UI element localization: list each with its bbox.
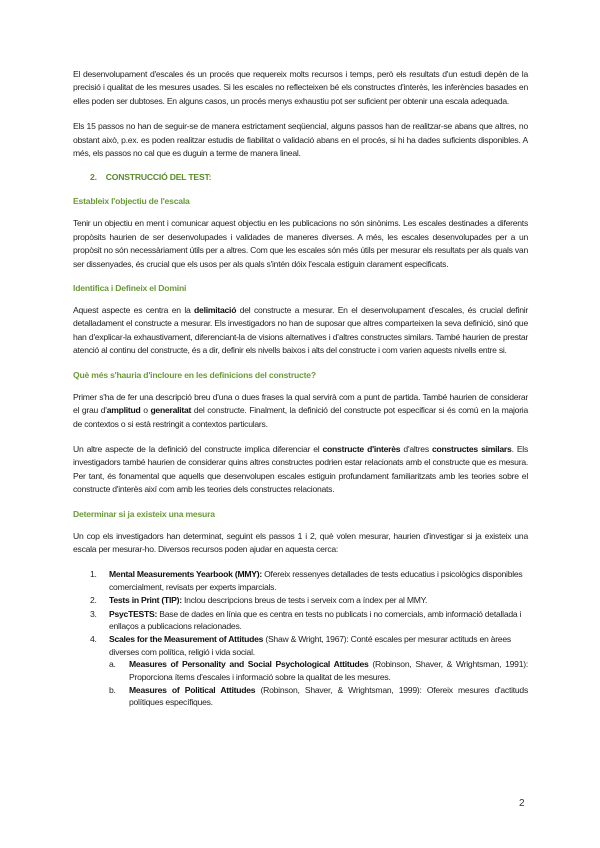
text-run: del constructe. Finalment, la definició del constructe pot especificar si és comú en la majoria de contextos o si està restringit a contextos particulars. <box>73 405 528 429</box>
bold-term: PsycTESTS: <box>109 608 158 619</box>
bold-term: amplitud <box>106 405 141 416</box>
subheading-existing-measure: Determinar si ja existeix una mesura <box>73 508 215 519</box>
bold-term: Measures of Personality and Social Psychological Attitudes <box>129 659 369 670</box>
list-item <box>73 568 528 593</box>
intro-paragraph-1: El desenvolupament d'escales és un procés que requereix molts recursos i temps, però els resultats d'un estudi depèn de la precisió i qualitat de les mesures usades. Si les escales no reflecteixen bé els constructes d'interès, les inferències basades en elles poden ser dubtoses. En alguns casos, un procés menys exhaustiu pot ser suficient per obtenir una escala adequada. <box>73 69 528 106</box>
list-item <box>73 633 528 708</box>
sub-list-item <box>73 658 528 683</box>
list-item-text: (Shaw & Wright, 1967): Conté escales per mesurar actituds en àrees diverses com política, religió i vida social. <box>109 634 511 657</box>
section-title <box>90 172 528 182</box>
list-item <box>73 608 528 633</box>
bold-term: constructe d'interès <box>322 443 401 454</box>
page-number: 2 <box>519 798 525 809</box>
paragraph-definitions-2 <box>73 443 528 497</box>
bold-term: Scales for the Measurement of Attitudes <box>109 634 264 645</box>
list-marker: b. <box>109 685 116 695</box>
subheading-objective: Estableix l'objectiu de l'escala <box>73 196 190 207</box>
text-run: Primer s'ha de fer una descripció breu d'una o dues frases la qual servirà com a punt de partida. També haurien de considerar el grau d' <box>73 391 528 416</box>
text-run: Aquest aspecte es centra en la <box>73 305 195 316</box>
bold-term: Measures of Political Attitudes <box>129 685 256 695</box>
text-run: d'altres <box>400 443 432 454</box>
sub-list-item <box>73 684 528 709</box>
text-run: o <box>140 405 151 416</box>
paragraph-existing-measure: Un cop els investigadors han determinat, seguint els passos 1 i 2, què volen mesurar, haurien d'investigar si ja existeix una escala per mesurar-ho. Diversos recursos poden ajudar en aquesta cerca: <box>73 530 528 554</box>
list-item-text: (Robinson, Shaver, & Wrightsman, 1999): Ofereix mesures d'actituds polítiques específiques. <box>129 685 528 708</box>
list-item-text: Ofereix ressenyes detallades de tests educatius i psicològics disponibles comercialment, revisats per experts imparcials. <box>109 569 523 592</box>
text-run: del constructe a mesurar. En el desenvolupament d'escales, és crucial definir detalladament el constructe a mesurar. Els investigadors no han de suposar que altres comparteixen la seva definició, sinó que han d'explicar-la exhaustivament, diferenciant-la de visions alternatives i d'altres constructes similars. També haurien de prestar atenció al continu del constructe, és a dir, definir els nivells baixos i alts del constructe i com varien aquests nivells entre si. <box>73 305 528 356</box>
paragraph-definitions-1 <box>73 391 528 431</box>
list-marker: 2. <box>90 595 97 606</box>
paragraph-domain <box>73 304 528 358</box>
list-item-text: Inclou descripcions breus de tests i serveix com a índex per al MMY. <box>181 595 428 606</box>
sub-list <box>109 658 528 709</box>
page-content <box>73 68 528 710</box>
list-marker: 4. <box>90 634 97 645</box>
list-item-text: Base de dades en línia que es centra en tests no publicats i no comercials, amb informació detallada i enllaços a publicacions relacionades. <box>109 608 522 631</box>
section-title-text: CONSTRUCCIÓ DEL TEST: <box>105 172 212 183</box>
list-item-text: (Robinson, Shaver, & Wrightsman, 1991): Proporciona ítems d'escales i informació sobre la qualitat de les mesures. <box>129 659 528 682</box>
intro-paragraph-2: Els 15 passos no han de seguir-se de manera estrictament seqüencial, alguns passos han de realitzar-se abans que altres, no obstant això, p.ex. es poden realitzar estudis de fiabilitat o validació abans en el procés, si hi ha dades suficients disponibles. A més, els passos no cal que es duguin a terme de manera lineal. <box>73 121 528 159</box>
bold-term: generalitat <box>150 405 192 416</box>
list-marker: 1. <box>90 569 97 580</box>
list-marker: 3. <box>90 608 97 619</box>
bold-term: constructes similars <box>431 443 512 454</box>
subheading-definitions: Què més s'hauria d'incloure en les definicions del constructe? <box>73 369 316 380</box>
bold-term: Tests in Print (TIP): <box>109 595 182 606</box>
subheading-domain: Identifica i Defineix el Domini <box>73 283 187 294</box>
list-item <box>73 594 528 606</box>
bold-term: delimitació <box>194 305 237 316</box>
text-run: . Els investigadors també haurien de considerar quins altres constructes podrien estar relacionats amb el constructe que es mesura. Per tant, és fonamental que aquells que desenvolupen escales estiguin profundament familiaritzats amb les teories sobre el constructe d'interès així com amb les teories dels constructes relacionats. <box>73 443 529 495</box>
resources-list <box>73 568 528 708</box>
bold-term: Mental Measurements Yearbook (MMY): <box>109 569 262 580</box>
section-number: 2. <box>90 172 97 183</box>
paragraph-objective: Tenir un objectiu en ment i comunicar aquest objectiu en les publicacions no són sinònims. Les escales destinades a diferents propòsits haurien de ser desenvolupades i validades de maneres diverses. A més, les escales desenvolupades per a un propòsit no són necessàriament útils per a altres. Com que les escales són més útils per mesurar els resultats per als quals van ser dissenyades, és crucial que els usos per als quals s'intén dóix l'escala estiguin clarament especificats. <box>73 218 528 269</box>
text-run: Un altre aspecte de la definició del constructe implica diferenciar el <box>73 443 323 454</box>
list-marker: a. <box>109 659 116 670</box>
